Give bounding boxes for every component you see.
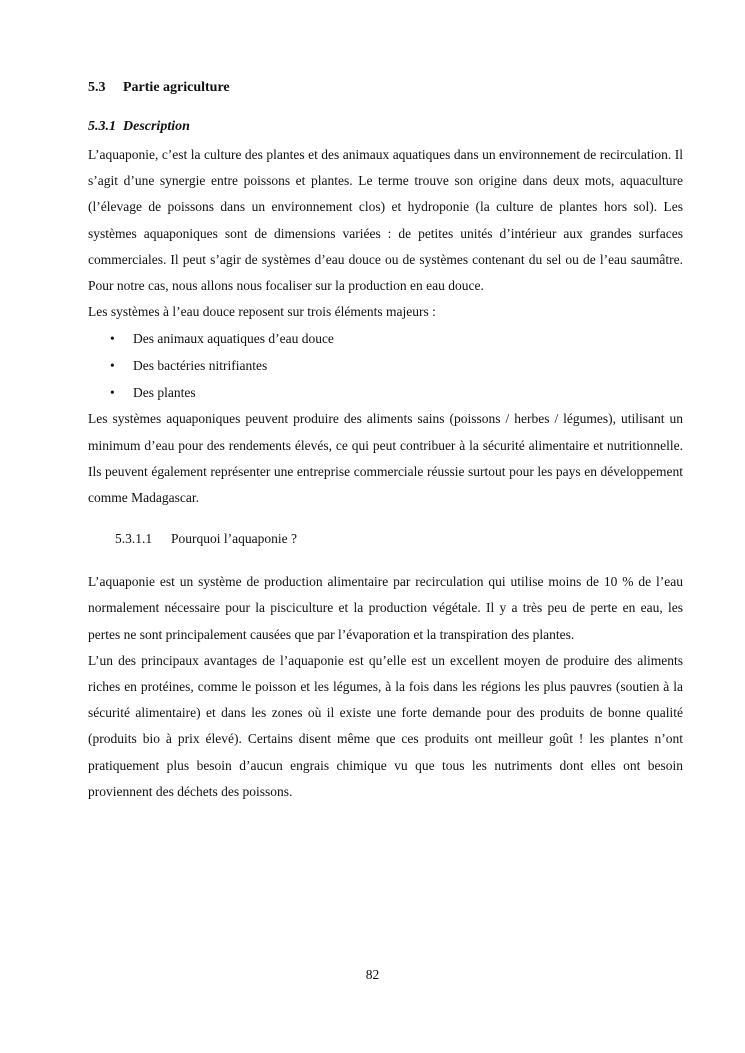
list-item-text: Des bactéries nitrifiantes (133, 358, 268, 374)
paragraph-intro: L’aquaponie, c’est la culture des plantes et des animaux aquatiques dans un environnement de recirculation. Il s’agit d’une synergie entre poissons et plantes. Le terme trouve son origine dans deux mots, aquaculture (l’élevage de poissons dans un environnement clos) et hydroponie (la culture de plantes hors sol). Les systèmes aquaponiques sont de dimensions variées : de petites unités d’intérieur aux grandes surfaces commerciales. Il peut s’agir de systèmes d’eau douce ou de systèmes contenant du sel ou de l’eau saumâtre. Pour notre cas, nous allons nous focaliser sur la production en eau douce. (88, 147, 683, 294)
section-heading (88, 78, 683, 98)
list-item (88, 325, 683, 352)
section-title: Partie agriculture (123, 80, 230, 95)
subsubsection-title: Pourquoi l’aquaponie ? (171, 531, 297, 547)
list-item-text: Des plantes (133, 385, 196, 401)
subsection-number: 5.3.1 (88, 119, 116, 134)
elements-list (88, 325, 683, 406)
list-item (88, 379, 683, 406)
subsection-heading (88, 117, 683, 137)
subsection-title: Description (123, 119, 190, 134)
section-number: 5.3 (88, 80, 106, 95)
paragraph-elements-lead: Les systèmes à l’eau douce reposent sur trois éléments majeurs : (88, 304, 436, 320)
paragraph-benefits: Les systèmes aquaponiques peuvent produire des aliments sains (poissons / herbes / légumes), utilisant un minimum d’eau pour des rendements élevés, ce qui peut contribuer à la sécurité alimentaire et nutritionnelle. Ils peuvent également représenter une entreprise commerciale réussie surtout pour les pays en développement comme Madagascar. (88, 411, 683, 506)
subsubsection-number: 5.3.1.1 (115, 531, 153, 547)
paragraph-water-efficiency: L’aquaponie est un système de production alimentaire par recirculation qui utilise moins de 10 % de l’eau normalement nécessaire pour la pisciculture et la production végétale. Il y a très peu de perte en eau, les pertes ne sont principalement causées que par l’évaporation et la transpiration des plantes. (88, 574, 683, 642)
list-item (88, 352, 683, 379)
bullet-icon: • (110, 358, 115, 374)
page-content (88, 78, 683, 805)
paragraph-advantages: L’un des principaux avantages de l’aquaponie est qu’elle est un excellent moyen de produire des aliments riches en protéines, comme le poisson et les légumes, à la fois dans les régions les plus pauvres (soutien à la sécurité alimentaire) et dans les zones où il existe une forte demande pour des produits de bonne qualité (produits bio à prix élevé). Certains disent même que ces produits ont meilleur goût ! les plantes n’ont pratiquement plus besoin d’aucun engrais chimique vu que tous les nutriments dont elles ont besoin proviennent des déchets des poissons. (88, 652, 683, 799)
bullet-icon: • (110, 385, 115, 401)
bullet-icon: • (110, 331, 115, 347)
page-number: 82 (365, 967, 380, 982)
list-item-text: Des animaux aquatiques d’eau douce (133, 331, 334, 347)
subsubsection-heading (115, 529, 683, 549)
